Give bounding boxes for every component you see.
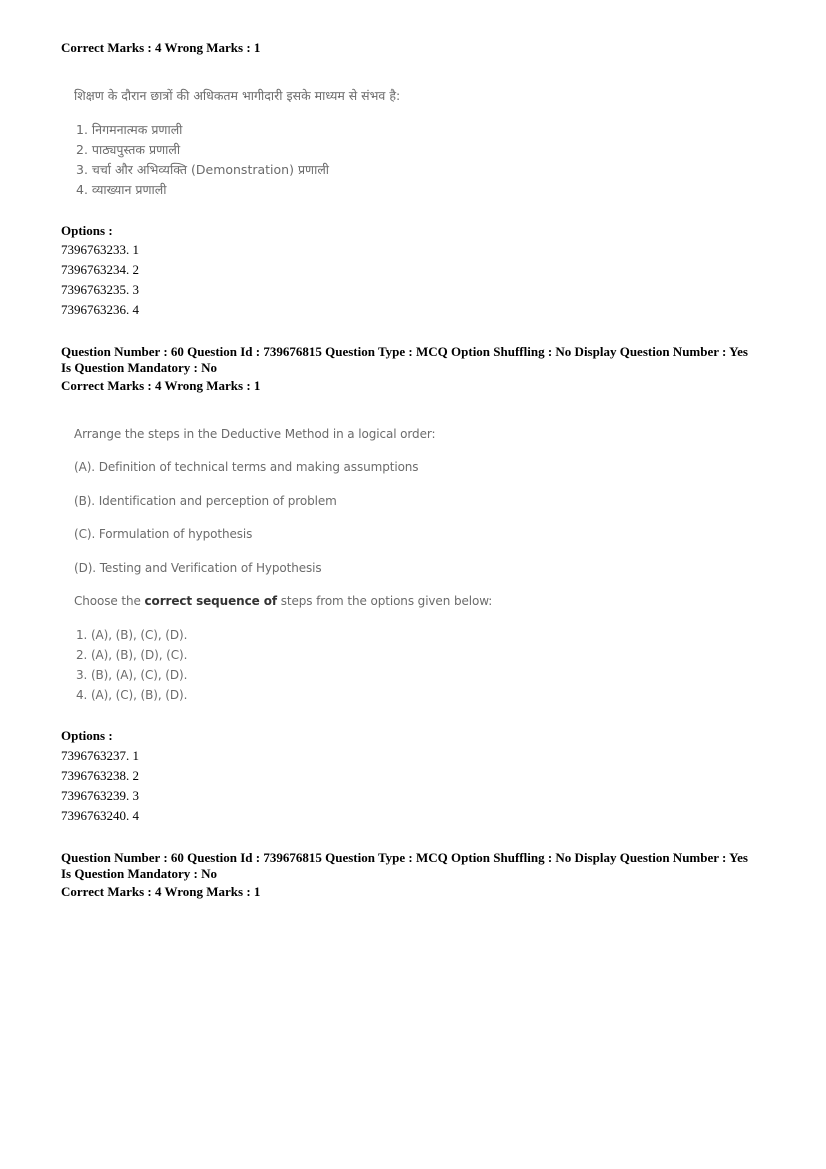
option-item: 7396763237. 1 [61, 748, 139, 763]
step-item: (C). Formulation of hypothesis [74, 527, 253, 541]
question-mandatory: Is Question Mandatory : No [61, 866, 218, 881]
choice-item: 4. (A), (C), (B), (D). [76, 688, 188, 702]
instruction-prefix: Choose the [74, 594, 145, 608]
question-mandatory: Is Question Mandatory : No [61, 360, 218, 375]
option-item: 7396763233. 1 [61, 242, 139, 257]
step-item: (A). Definition of technical terms and making assumptions [74, 460, 419, 474]
choice-item: 4. व्याख्यान प्रणाली [76, 182, 167, 197]
instruction-emphasis: correct sequence of [144, 594, 277, 608]
step-item: (D). Testing and Verification of Hypothesis [74, 561, 322, 575]
marks-line: Correct Marks : 4 Wrong Marks : 1 [61, 378, 261, 393]
question-header: Question Number : 60 Question Id : 739676815 Question Type : MCQ Option Shuffling : No Display Question Number : Yes [61, 850, 748, 865]
option-item: 7396763238. 2 [61, 768, 139, 783]
option-item: 7396763235. 3 [61, 282, 139, 297]
option-item: 7396763240. 4 [61, 808, 139, 823]
step-item: (B). Identification and perception of problem [74, 494, 337, 508]
options-label: Options : [61, 728, 113, 743]
choice-item: 2. पाठ्यपुस्तक प्रणाली [76, 142, 181, 157]
choice-item: 1. निगमनात्मक प्रणाली [76, 122, 183, 137]
instruction-text [74, 594, 492, 608]
marks-line: Correct Marks : 4 Wrong Marks : 1 [61, 884, 261, 899]
instruction-suffix: steps from the options given below: [276, 594, 493, 608]
options-label: Options : [61, 223, 113, 238]
question-text: Arrange the steps in the Deductive Method in a logical order: [74, 427, 436, 441]
option-item: 7396763236. 4 [61, 302, 139, 317]
option-item: 7396763234. 2 [61, 262, 139, 277]
option-item: 7396763239. 3 [61, 788, 139, 803]
choice-item: 2. (A), (B), (D), (C). [76, 648, 188, 662]
choice-item: 3. (B), (A), (C), (D). [76, 668, 188, 682]
marks-line: Correct Marks : 4 Wrong Marks : 1 [61, 40, 261, 55]
choice-item: 3. चर्चा और अभिव्यक्ति (Demonstration) प्रणाली [76, 162, 330, 177]
question-header: Question Number : 60 Question Id : 739676815 Question Type : MCQ Option Shuffling : No Display Question Number : Yes [61, 344, 748, 359]
choice-item: 1. (A), (B), (C), (D). [76, 628, 188, 642]
question-text: शिक्षण के दौरान छात्रों की अधिकतम भागीदारी इसके माध्यम से संभव है: [74, 88, 401, 103]
